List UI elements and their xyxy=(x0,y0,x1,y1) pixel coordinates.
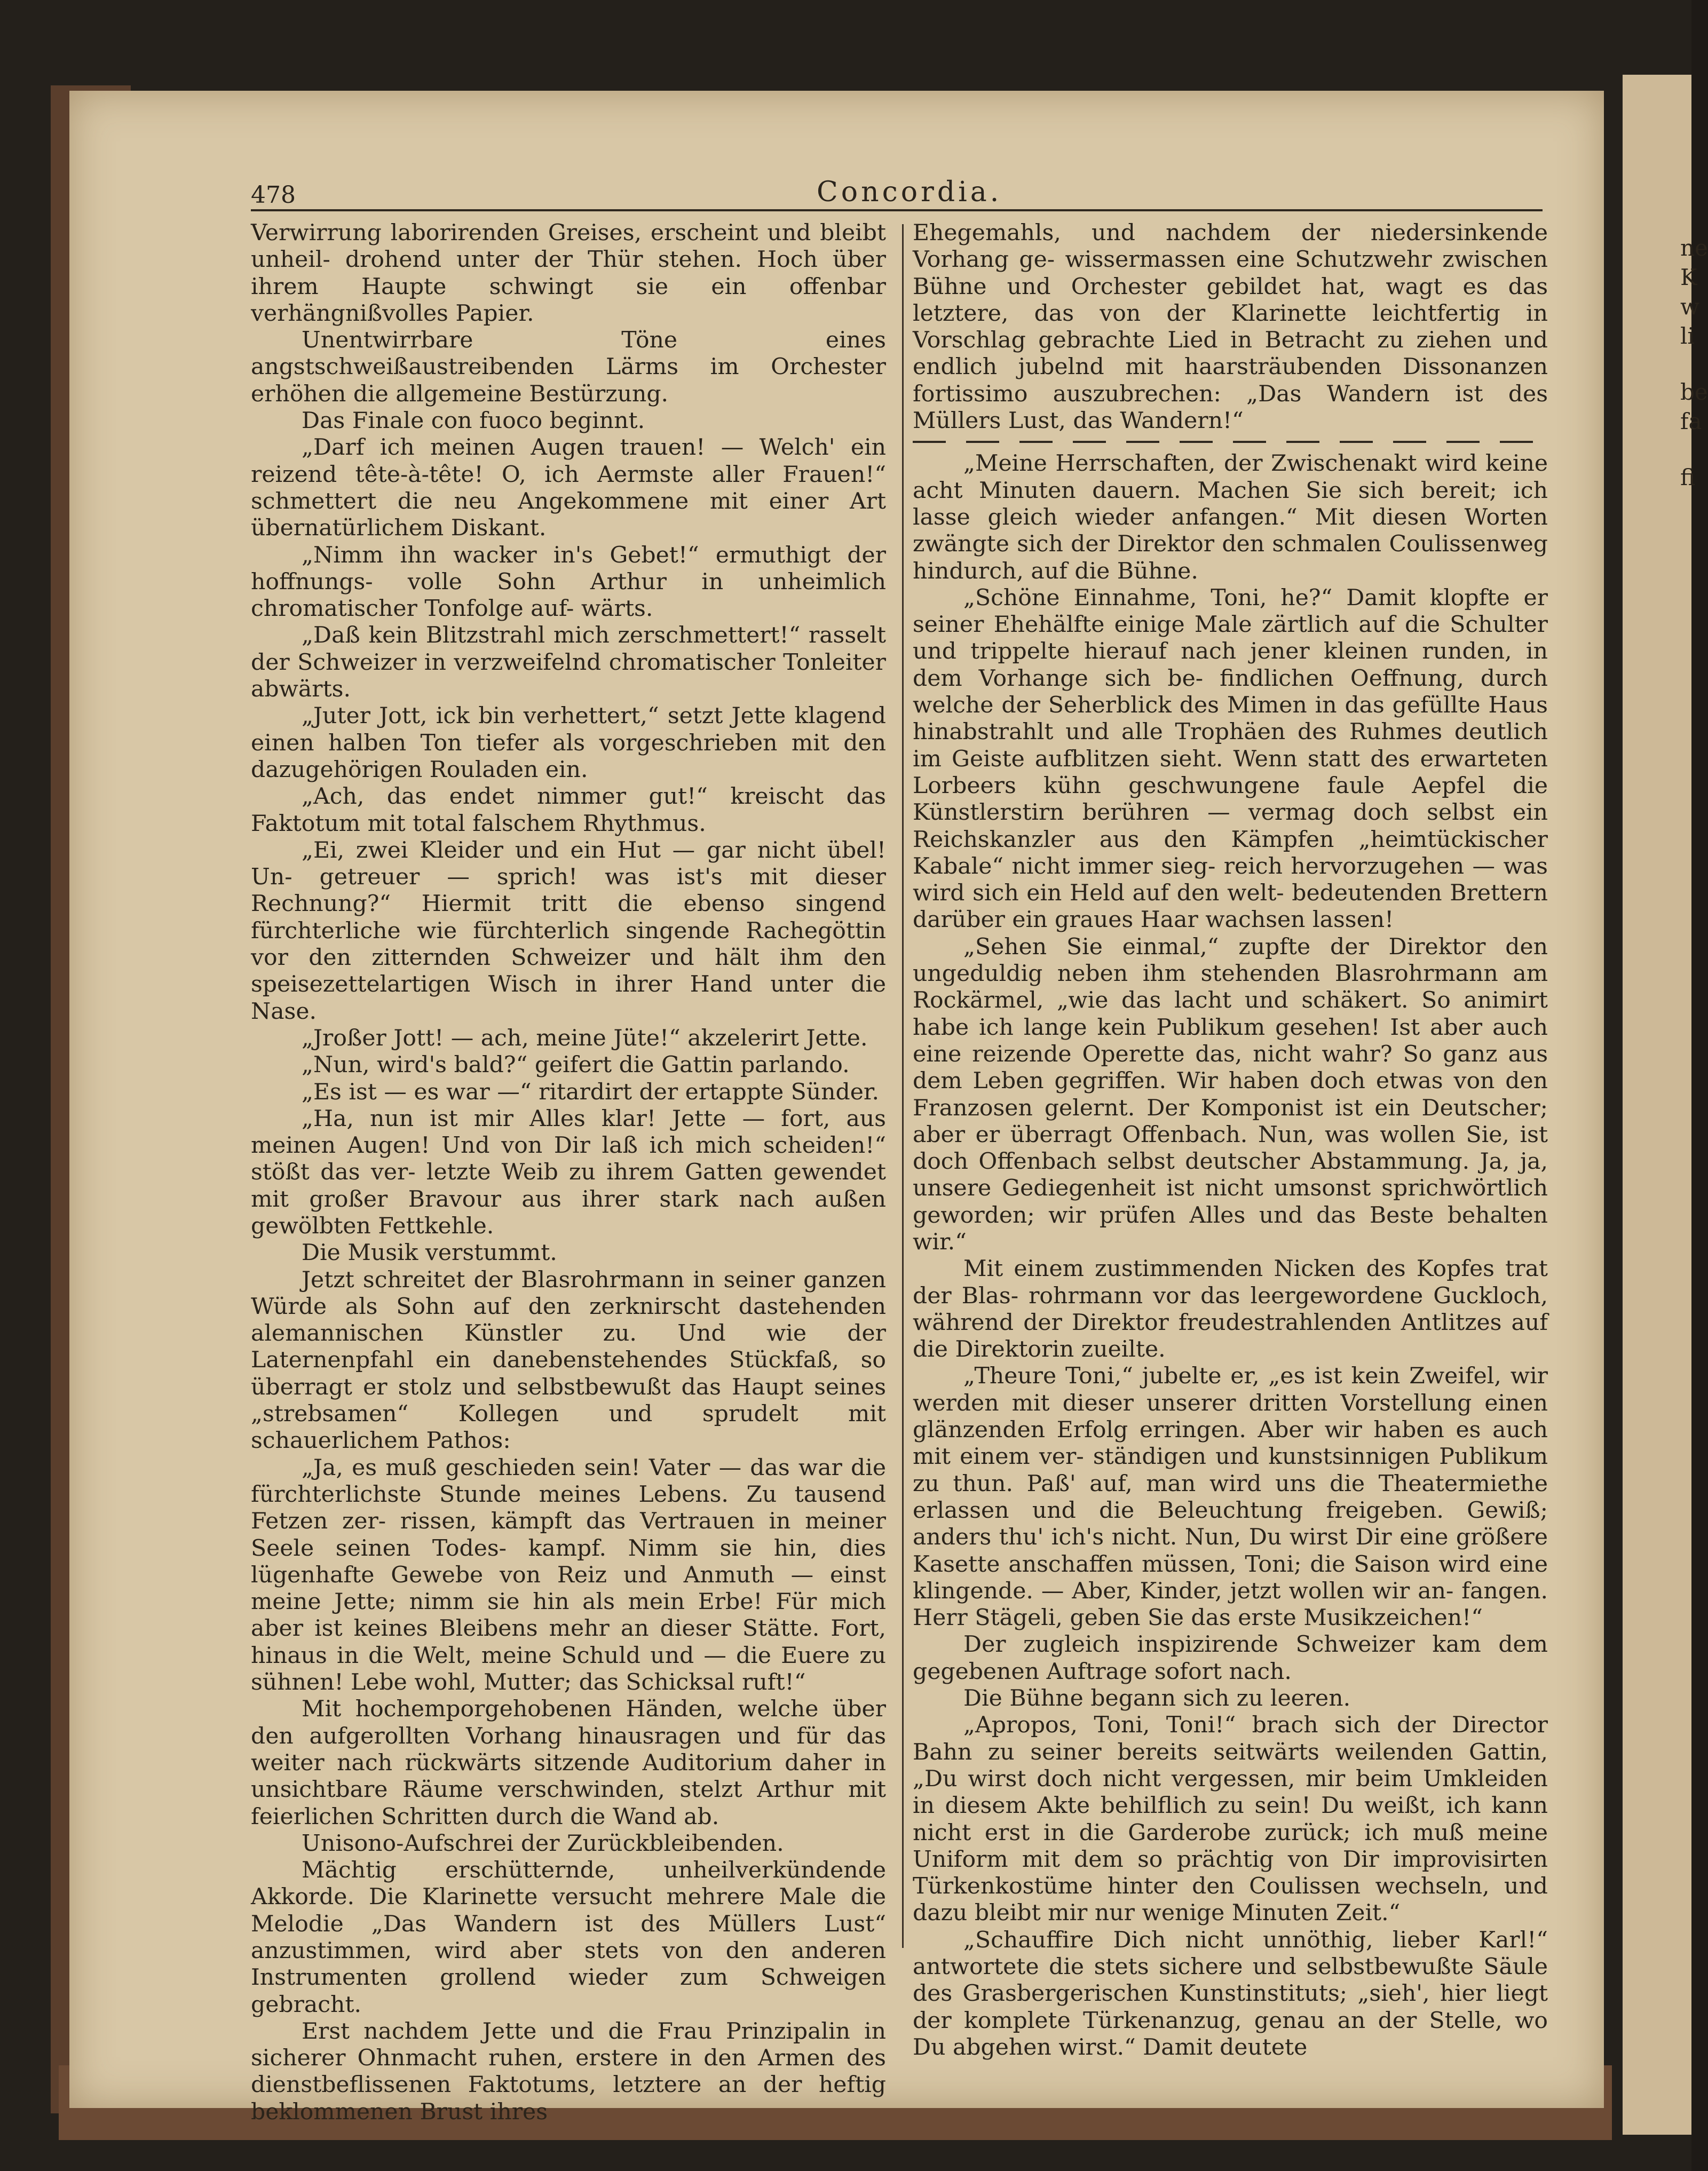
column-divider xyxy=(902,224,904,1948)
paragraph: „Theure Toni,“ jubelte er, „es ist kein Zweifel, wir werden mit dieser unserer dritten Vorstellung einen glänzenden Erfolg erringen. Aber wir haben es auch mit einem ver- ständigen und kunstsinnigen Publikum zu thun. Paß' auf, man wird uns die Theatermiethe erlassen und die Beleuchtung freigeben. Gewiß; anders thu' ich's nicht. Nun, Du wirst Dir eine größere Kasette anschaffen müssen, Toni; die Saison wird eine klingende. — Aber, Kinder, jetzt wollen wir an- fangen. Herr Stägeli, geben Sie das erste Musikzeichen!“ xyxy=(913,1363,1548,1631)
paragraph: Erst nachdem Jette und die Frau Prinzipalin in sicherer Ohnmacht ruhen, erstere in den Armen des dienstbeflissenen Faktotums, letztere an der heftig beklommenen Brust ihres xyxy=(251,2018,886,2125)
paragraph: „Meine Herrschaften, der Zwischenakt wird keine acht Minuten dauern. Machen Sie sich bereit; ich lasse gleich wieder anfangen.“ Mit diesen Worten zwängte sich der Direktor den schmalen Coulissenweg hindurch, auf die Bühne. xyxy=(913,450,1548,584)
paragraph: „Es ist — es war —“ ritardirt der ertappte Sünder. xyxy=(302,1079,880,1105)
paragraph: „Schöne Einnahme, Toni, he?“ Damit klopfte er seiner Ehehälfte einige Male zärtlich auf die Schulter und trippelte hierauf nach jener kleinen runden, in dem Vorhange sich be- findlichen Oeffnung, durch welche der Seherblick des Mimen in das gefüllte Haus hinabstrahlt und alle Trophäen des Ruhmes deutlich im Geiste aufblitzen sieht. Wenn statt des erwarteten Lorbeers kühn geschwungene faule Aepfel die Künstlerstirn berühren — vermag doch selbst ein Reichskanzler aus den Kämpfen „heimtückischer Kabale“ nicht immer sieg- reich hervorzugehen — was wird sich ein Held auf den welt- bedeutenden Brettern darüber ein graues Haar wachsen lassen! xyxy=(913,584,1548,933)
right-text-column xyxy=(913,220,1548,2061)
paragraph: „Jroßer Jott! — ach, meine Jüte!“ akzelerirt Jette. xyxy=(302,1025,868,1051)
facing-page-fragment: fi xyxy=(1680,464,1696,490)
running-title: Concordia. xyxy=(817,176,1002,208)
paragraph: „Ha, nun ist mir Alles klar! Jette — fort, aus meinen Augen! Und von Dir laß ich mich scheiden!“ stößt das ver- letzte Weib zu ihrem Gatten gewendet mit großer Bravour aus ihrer stark nach außen gewölbten Fettkehle. xyxy=(251,1105,886,1239)
paragraph: Verwirrung laborirenden Greises, erscheint und bleibt unheil- drohend unter der Thür stehen. Hoch über ihrem Haupte schwingt sie ein offenbar verhängnißvolles Papier. xyxy=(251,220,886,327)
paragraph: „Daß kein Blitzstrahl mich zerschmettert!“ rasselt der Schweizer in verzweifelnd chromatischer Tonleiter abwärts. xyxy=(251,622,886,703)
paragraph: „Darf ich meinen Augen trauen! — Welch' ein reizend tête-à-tête! O, ich Aermste aller Frauen!“ schmettert die neu Angekommene mit einer Art übernatürlichem Diskant. xyxy=(251,434,886,542)
section-separator-rule xyxy=(913,441,1548,443)
paragraph: „Apropos, Toni, Toni!“ brach sich der Director Bahn zu seiner bereits seitwärts weilenden Gattin, „Du wirst doch nicht vergessen, mir beim Umkleiden in diesem Akte behilflich zu sein! Du weißt, ich kann nicht erst in die Garderobe zurück; ich muß meine Uniform mit dem so prächtig von Dir improvisirten Türkenkostüme hinter den Coulissen wechseln, und dazu bleibt mir nur wenige Minuten Zeit.“ xyxy=(913,1712,1548,1927)
facing-page-fragment: be xyxy=(1680,379,1708,405)
paragraph: „Nun, wird's bald?“ geifert die Gattin parlando. xyxy=(302,1052,850,1079)
paragraph: Unisono-Aufschrei der Zurückbleibenden. xyxy=(302,1830,784,1857)
paragraph: Das Finale con fuoco beginnt. xyxy=(302,408,645,434)
paragraph: „Ei, zwei Kleider und ein Hut — gar nicht übel! Un- getreuer — sprich! was ist's mit dieser Rechnung?“ Hiermit tritt die ebenso singend fürchterliche wie fürchterlich singende Rachegöttin vor den zitternden Schweizer und hält ihm den speisezettelartigen Wisch in ihrer Hand unter die Nase. xyxy=(251,837,886,1025)
paragraph: Die Musik verstummt. xyxy=(302,1240,557,1266)
paragraph: Der zugleich inspizirende Schweizer kam dem gegebenen Auftrage sofort nach. xyxy=(913,1631,1548,1685)
paragraph: „Ach, das endet nimmer gut!“ kreischt das Faktotum mit total falschem Rhythmus. xyxy=(251,783,886,837)
paragraph: Unentwirrbare Töne eines angstschweißaustreibenden Lärms im Orchester erhöhen die allgemeine Bestürzung. xyxy=(251,327,886,407)
header-rule xyxy=(251,209,1543,211)
page-header xyxy=(251,176,1543,213)
paragraph: Ehegemahls, und nachdem der niedersinkende Vorhang ge- wissermassen eine Schutzwehr zwischen Bühne und Orchester gebildet hat, wagt es das letztere, das von der Klarinette leichtfertig in Vorschlag gebrachte Lied in Betracht zu ziehen und endlich jubelnd mit haarsträubenden Dissonanzen fortissimo auszubrechen: „Das Wandern ist des Müllers Lust, das Wandern!“ xyxy=(913,220,1548,434)
paragraph: „Schauffire Dich nicht unnöthig, lieber Karl!“ antwortete die stets sichere und selbstbewußte Säule des Grasbergerischen Kunstinstituts; „sieh', hier liegt der komplete Türkenanzug, genau an der Stelle, wo Du abgehen wirst.“ Damit deutete xyxy=(913,1927,1548,2061)
paragraph: Mächtig erschütternde, unheilverkündende Akkorde. Die Klarinette versucht mehrere Male die Melodie „Das Wandern ist des Müllers Lust“ anzustimmen, wird aber stets von den anderen Instrumenten grollend wieder zum Schweigen gebracht. xyxy=(251,1857,886,2018)
paragraph: Mit hochemporgehobenen Händen, welche über den aufgerollten Vorhang hinausragen und für das weiter nach rückwärts sitzende Auditorium daher in unsichtbare Räume verschwinden, stelzt Arthur mit feierlichen Schritten durch die Wand ab. xyxy=(251,1696,886,1830)
facing-page-fragment: w xyxy=(1680,294,1699,320)
paragraph: „Sehen Sie einmal,“ zupfte der Direktor den ungeduldig neben ihm stehenden Blasrohrmann am Rockärmel, „wie das lacht und schäkert. So animirt habe ich lange kein Publikum gesehen! Ist aber auch eine reizende Operette das, nicht wahr? So ganz aus dem Leben gegriffen. Wir haben doch etwas von den Franzosen gelernt. Der Komponist ist ein Deutscher; aber er überragt Offenbach. Nun, was wollen Sie, ist doch Offenbach selbst deutscher Abstammung. Ja, ja, unsere Gediegenheit ist nicht umsonst sprichwörtlich geworden; wir prüfen Alles und das Beste behalten wir.“ xyxy=(913,933,1548,1255)
paragraph: „Ja, es muß geschieden sein! Vater — das war die fürchterlichste Stunde meines Lebens. Zu tausend Fetzen zer- rissen, kämpft das Vertrauen in meiner Seele seinen Todes- kampf. Nimm sie hin, dies lügenhafte Gewebe von Reiz und Anmuth — einst meine Jette; nimm sie hin als mein Erbe! Für mich aber ist keines Bleibens mehr an dieser Stätte. Fort, hinaus in die Welt, meine Schuld und — die Euere zu sühnen! Lebe wohl, Mutter; das Schicksal ruft!“ xyxy=(251,1454,886,1696)
facing-page-edge xyxy=(1623,75,1708,2135)
paragraph: „Juter Jott, ick bin verhettert,“ setzt Jette klagend einen halben Ton tiefer als vorgeschrieben mit den dazugehörigen Rouladen ein. xyxy=(251,703,886,783)
paragraph: Die Bühne begann sich zu leeren. xyxy=(963,1685,1351,1712)
right-column-opening xyxy=(913,220,1548,434)
page-number: 478 xyxy=(251,181,296,209)
left-text-column xyxy=(251,220,886,2126)
facing-page-fragment: fa xyxy=(1680,408,1702,434)
paragraph: Mit einem zustimmenden Nicken des Kopfes trat der Blas- rohrmann vor das leergewordene Guckloch, während der Direktor freudestrahlenden Antlitzes auf die Direktorin zueilte. xyxy=(913,1256,1548,1363)
paragraph: „Nimm ihn wacker in's Gebet!“ ermuthigt der hoffnungs- volle Sohn Arthur in unheimlich chromatischer Tonfolge auf- wärts. xyxy=(251,542,886,622)
right-column-continuation xyxy=(913,450,1548,2061)
paragraph: Jetzt schreitet der Blasrohrmann in seiner ganzen Würde als Sohn auf den zerknirscht dastehenden alemannischen Künstler zu. Und wie der Laternenpfahl ein danebenstehendes Stückfaß, so überragt er stolz und selbstbewußt das Haupt seines „strebsamen“ Kollegen und sprudelt mit schauerlichem Pathos: xyxy=(251,1266,886,1454)
facing-page-fragment: K xyxy=(1680,264,1697,290)
facing-page-fragment: ne xyxy=(1680,235,1708,261)
facing-page-fragment: li xyxy=(1680,323,1695,349)
